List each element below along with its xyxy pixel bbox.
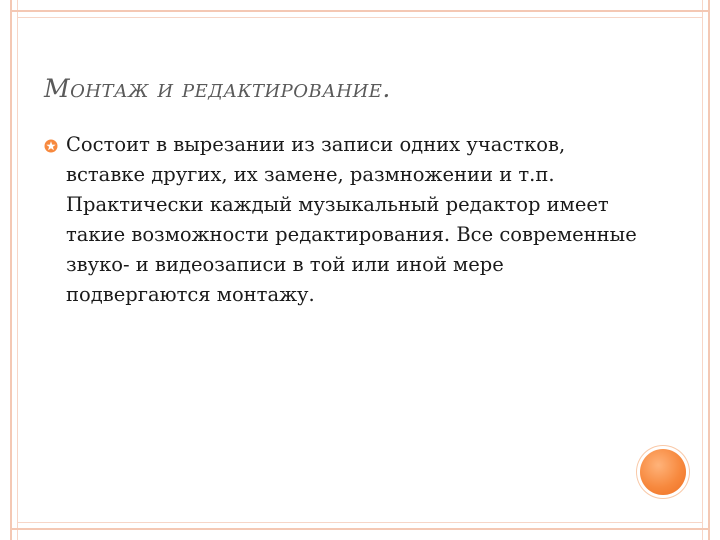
slide-title: Монтаж и редактирование. [44, 74, 391, 103]
frame-top-inner-border [17, 17, 703, 18]
frame-bottom-border [10, 528, 710, 530]
frame-bottom-inner-border [17, 522, 703, 523]
slide-content [44, 130, 644, 310]
frame-left-inner-border [17, 0, 18, 540]
frame-right-border [708, 0, 710, 540]
frame-right-inner-border [702, 0, 703, 540]
frame-top-border [10, 10, 710, 12]
bullet-item [44, 130, 644, 310]
frame-left-border [10, 0, 12, 540]
orange-bullet-icon [44, 138, 58, 152]
decorative-orange-circle [640, 449, 686, 495]
bullet-text: Состоит в вырезании из записи одних участков, вставке других, их замене, размножении и т.п. Практически каждый музыкальный редактор имеет такие возможности редактирования. Все современные звуко- и видеозаписи в той или иной мере подвергаются монтажу. [66, 133, 637, 306]
